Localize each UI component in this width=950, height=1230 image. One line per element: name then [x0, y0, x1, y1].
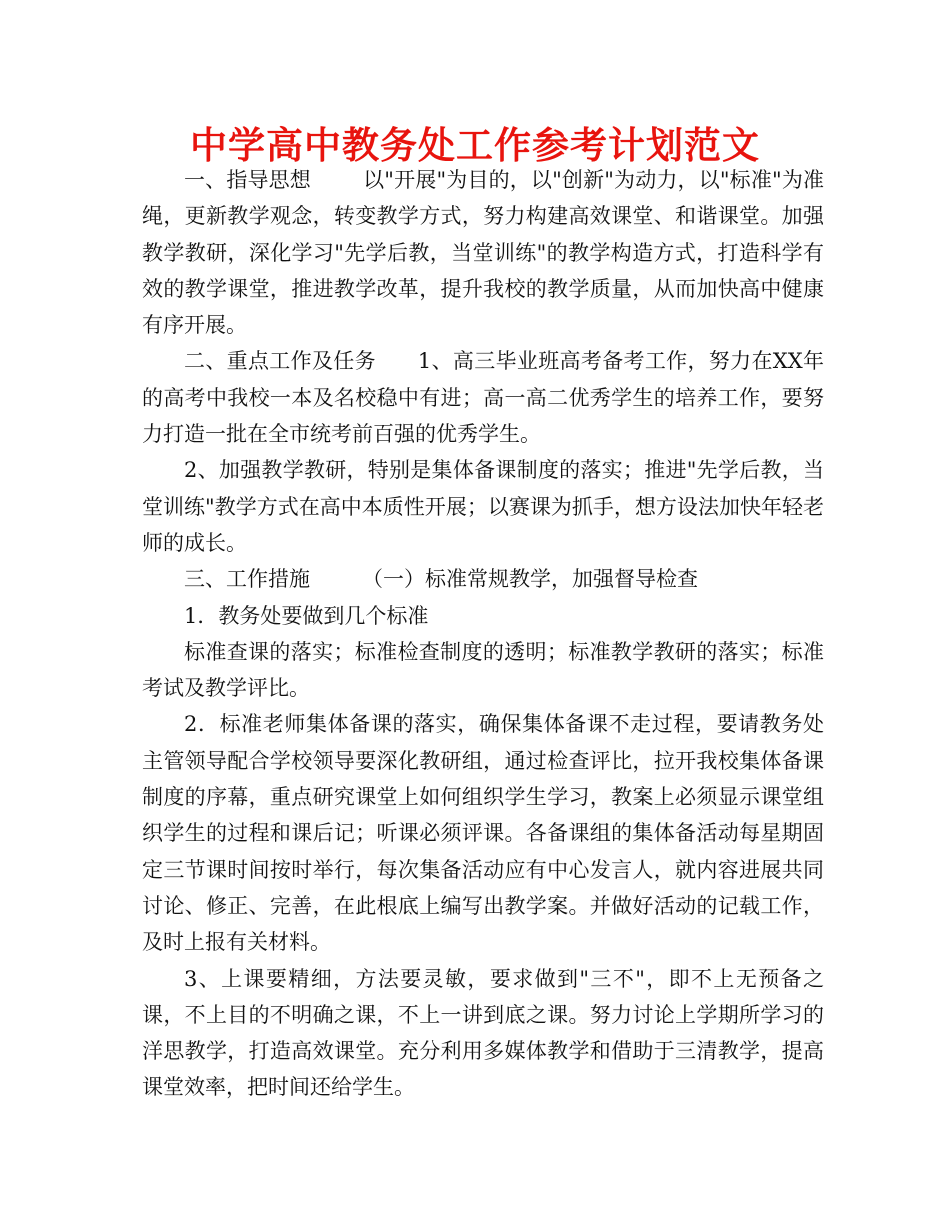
paragraph-guiding-ideology [142, 162, 824, 343]
paragraph-standards-list [142, 634, 824, 707]
paragraph-text: 3、上课要精细，方法要灵敏，要求做到"三不"，即不上无预备之课，不上目的不明确之课，不上一讲到底之课。努力讨论上学期所学习的洋思教学，打造高效课堂。充分利用多媒体教学和借助于三清教学，提高课堂效率，把时间还给学生。 [142, 966, 824, 1100]
paragraph-class-requirements [142, 961, 824, 1106]
document-body [142, 162, 824, 1106]
paragraph-text: 1、高三毕业班高考备考工作，努力在XX年的高考中我校一本及名校稳中有进；高一高二优秀学生的培养工作，要努力打造一批在全市统考前百强的优秀学生。 [142, 349, 825, 447]
paragraph-collective-preparation [142, 706, 824, 960]
paragraph-text: （一）标准常规教学，加强督导检查 [362, 567, 698, 592]
paragraph-text: 1．教务处要做到几个标准 [184, 603, 429, 628]
paragraph-text: 2．标准老师集体备课的落实，确保集体备课不走过程，要请教务处主管领导配合学校领导要深化教研组，通过检查评比，拉开我校集体备课制度的序幕，重点研究课堂上如何组织学生学习，教案上必须显示课堂组织学生的过程和课后记；听课必须评课。各备课组的集体备活动每星期固定三节课时间按时举行，每次集备活动应有中心发言人，就内容进展共同讨论、修正、完善，在此根底上编写出教学案。并做好活动的记载工作，及时上报有关材料。 [142, 712, 824, 955]
paragraph-standards-heading [142, 598, 824, 634]
paragraph-text: 以"开展"为目的，以"创新"为动力，以"标准"为准绳，更新教学观念，转变教学方式，努力构建高效课堂、和谐课堂。加强教学教研，深化学习"先学后教，当堂训练"的教学构造方式，打造科学有效的教学课堂，推进教学改革，提升我校的教学质量，从而加快高中健康有序开展。 [142, 168, 824, 338]
section-heading: 三、工作措施 [184, 567, 310, 592]
paragraph-text: 2、加强教学教研，特别是集体备课制度的落实；推进"先学后教，当堂训练"教学方式在高中本质性开展；以赛课为抓手，想方设法加快年轻老师的成长。 [142, 458, 824, 555]
section-heading: 二、重点工作及任务 [184, 349, 376, 374]
paragraph-text: 标准查课的落实；标准检查制度的透明；标准教学教研的落实；标准考试及教学评比。 [142, 639, 824, 701]
paragraph-key-tasks [142, 343, 824, 452]
document-title: 中学高中教务处工作参考计划范文 [190, 124, 760, 167]
section-heading: 一、指导思想 [184, 168, 311, 192]
paragraph-teaching-research [142, 452, 824, 561]
paragraph-work-measures [142, 561, 824, 597]
